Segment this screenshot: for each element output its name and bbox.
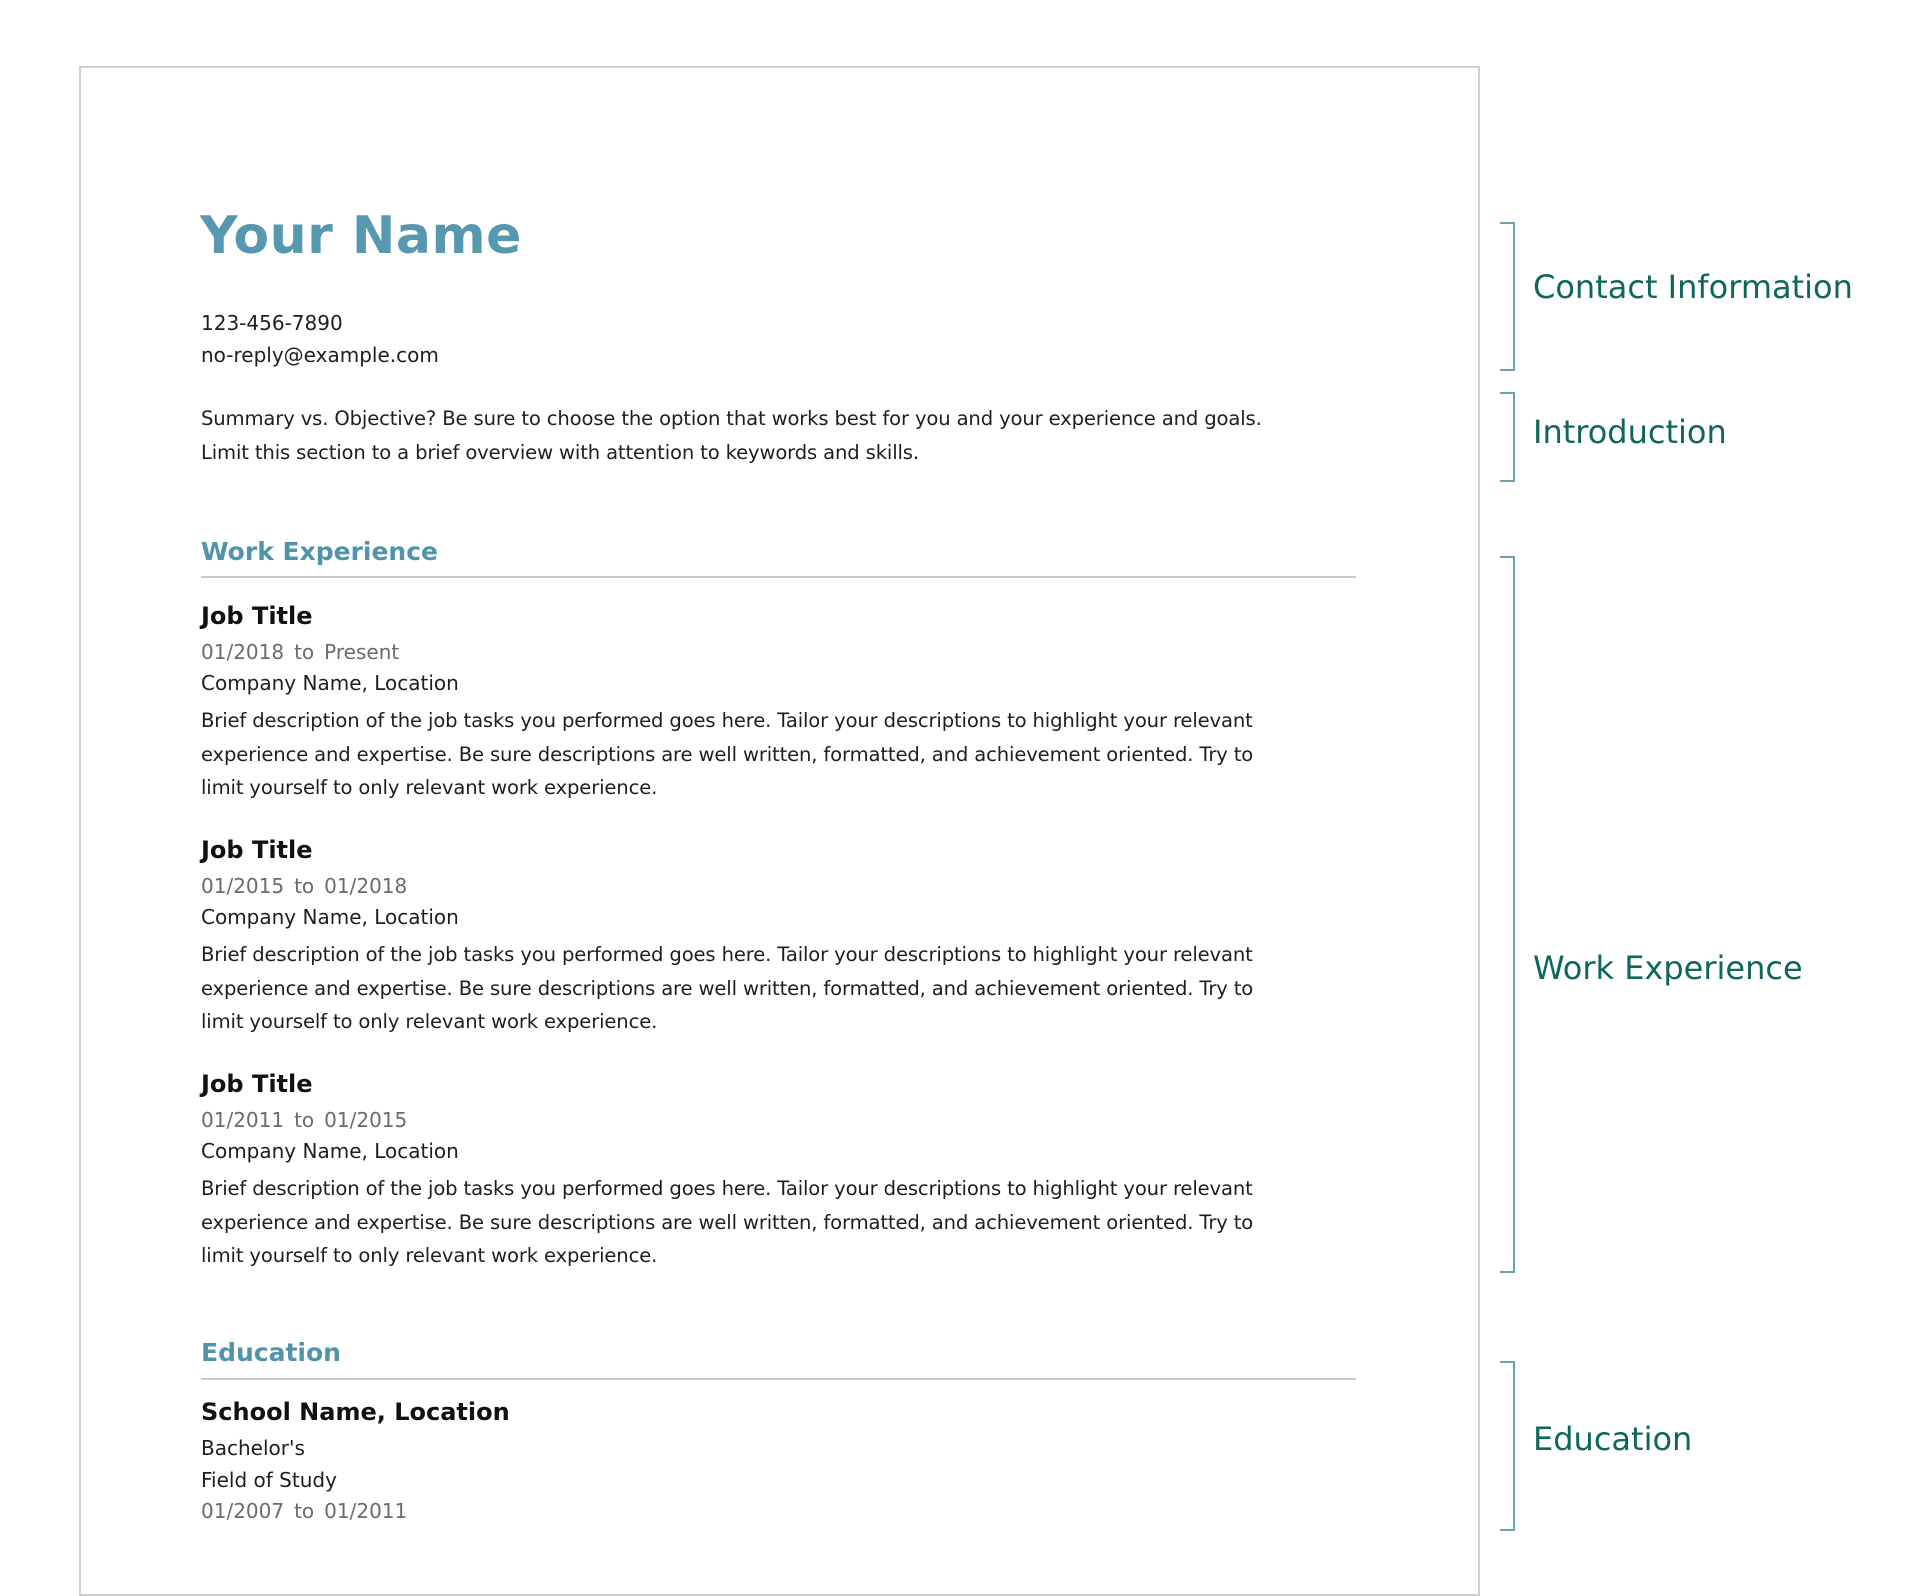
education-end-date: 01/2011 — [324, 1499, 408, 1523]
bracket-work-experience — [1500, 556, 1515, 1273]
job-end-date: 01/2015 — [324, 1108, 408, 1132]
section-heading-work: Work Experience — [201, 537, 438, 566]
date-separator: to — [294, 1499, 315, 1523]
resume-name: Your Name — [200, 206, 522, 266]
job-description-line: experience and expertise. Be sure descriptions are well written, formatted, and achievement oriented. Try to — [201, 1211, 1254, 1234]
bracket-education — [1500, 1361, 1515, 1531]
annotation-introduction: Introduction — [1533, 413, 1727, 451]
job-description-line: Brief description of the job tasks you performed goes here. Tailor your descriptions to highlight your relevant — [201, 1177, 1253, 1200]
annotation-work-experience: Work Experience — [1533, 949, 1803, 987]
email-address: no-reply@example.com — [201, 343, 439, 367]
job-description-line: limit yourself to only relevant work experience. — [201, 776, 658, 799]
job-dates — [201, 640, 399, 664]
job-description-line: limit yourself to only relevant work experience. — [201, 1244, 658, 1267]
job-title: Job Title — [201, 1070, 313, 1098]
job-title: Job Title — [201, 602, 313, 630]
job-description-line: experience and expertise. Be sure descriptions are well written, formatted, and achievement oriented. Try to — [201, 977, 1254, 1000]
section-divider — [201, 1378, 1356, 1380]
degree: Bachelor's — [201, 1436, 305, 1460]
job-dates — [201, 874, 407, 898]
school-name: School Name, Location — [201, 1398, 510, 1426]
summary-line: Limit this section to a brief overview with attention to keywords and skills. — [201, 441, 919, 464]
field-of-study: Field of Study — [201, 1468, 337, 1492]
bracket-introduction — [1500, 392, 1515, 482]
annotation-contact-information: Contact Information — [1533, 268, 1853, 306]
bracket-contact-information — [1500, 222, 1515, 371]
job-description-line: Brief description of the job tasks you performed goes here. Tailor your descriptions to highlight your relevant — [201, 943, 1253, 966]
job-start-date: 01/2011 — [201, 1108, 285, 1132]
date-separator: to — [294, 640, 315, 664]
education-dates — [201, 1499, 407, 1523]
date-separator: to — [294, 874, 315, 898]
job-description-line: experience and expertise. Be sure descriptions are well written, formatted, and achievement oriented. Try to — [201, 743, 1254, 766]
job-title: Job Title — [201, 836, 313, 864]
job-dates — [201, 1108, 407, 1132]
job-end-date: 01/2018 — [324, 874, 408, 898]
date-separator: to — [294, 1108, 315, 1132]
summary-line: Summary vs. Objective? Be sure to choose the option that works best for you and your experience and goals. — [201, 407, 1262, 430]
job-company: Company Name, Location — [201, 905, 459, 929]
section-divider — [201, 576, 1356, 578]
job-description-line: Brief description of the job tasks you performed goes here. Tailor your descriptions to highlight your relevant — [201, 709, 1253, 732]
job-company: Company Name, Location — [201, 671, 459, 695]
annotation-education: Education — [1533, 1420, 1693, 1458]
section-heading-education: Education — [201, 1338, 341, 1367]
job-start-date: 01/2018 — [201, 640, 285, 664]
job-description-line: limit yourself to only relevant work experience. — [201, 1010, 658, 1033]
job-company: Company Name, Location — [201, 1139, 459, 1163]
job-end-date: Present — [324, 640, 400, 664]
phone-number: 123-456-7890 — [201, 311, 343, 335]
job-start-date: 01/2015 — [201, 874, 285, 898]
education-start-date: 01/2007 — [201, 1499, 285, 1523]
